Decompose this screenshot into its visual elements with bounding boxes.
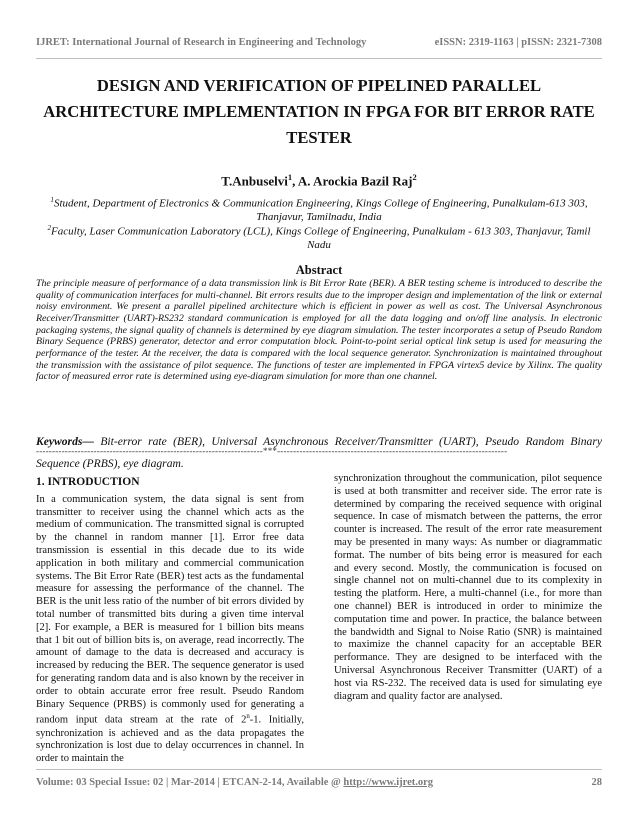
author-2-sup: 2 (412, 172, 417, 182)
footer-info (36, 777, 433, 788)
title-line-1: DESIGN AND VERIFICATION OF PIPELINED PARALLEL (96, 76, 542, 95)
footer-volume: Volume: 03 Special Issue: 02 | Mar-2014 | ETCAN-2-14, Available @ (36, 777, 344, 788)
affiliation-1-sup: 1 (50, 196, 54, 204)
journal-link[interactable]: http://www.ijret.org (343, 777, 434, 788)
author-separator: , (292, 173, 298, 189)
abstract-heading: Abstract (295, 263, 343, 277)
running-header (36, 37, 602, 48)
intro-paragraph-right: synchronization throughout the communication, pilot sequence is used at both transmitter and receiver side. The error rate is determined by comparing the received sequence with original sequence. In case of mismatch between the patterns, the error counter is increased. The result of the error rate measurement may be presented in many ways: As number or diagrammatic format. The number of bits being error is measured for each and every second. Mostly, the communication is focused on single channel not on multi-channel due to its complexity in testing the platform. Here, a multi-channel (i.e., for more than one channel) BER is introduced in order to minimize the computation time and power. In practice, the balance between the bandwidth and Signal to Noise Ratio (SNR) is maintained to maximize the channel capacity for an acceptable BER performance. They are designed to be interfaced with the Universal Asynchronous Receiver Transmitter (UART) of a host via RS-232. The received data is used for simulating eye diagram and quality factor are analysed. (334, 473, 602, 702)
section-heading-introduction: 1. INTRODUCTION (36, 476, 140, 488)
header-rule (36, 58, 602, 59)
intro-paragraph-left (36, 494, 304, 766)
affiliation-1-text: Student, Department of Electronics & Communication Engineering, Kings College of Engineering, Punalkulam-613 303, Thanjavur, Tamilnadu, India (53, 197, 588, 224)
left-column (36, 476, 304, 766)
intro-text-b: -1. Initially, synchronization is achieved and as the data propagates the synchronization is lost due to delay occurrences in channel. In order to maintain the (36, 714, 304, 765)
affiliation-2-text: Faculty, Laser Communication Laboratory (LCL), Kings College of Engineering, Punalkulam - 613 303, Thanjavur, Tamil Nadu (51, 225, 591, 252)
issn: eISSN: 2319-1163 | pISSN: 2321-7308 (434, 37, 602, 48)
journal-name: IJRET: International Journal of Research in Engineering and Technology (36, 37, 367, 48)
running-footer (36, 777, 602, 788)
paper-title (30, 73, 608, 151)
authors (36, 172, 602, 189)
author-2: A. Arockia Bazil Raj (297, 173, 413, 189)
page-number: 28 (591, 777, 602, 788)
intro-exponent: n (246, 713, 250, 721)
abstract-body: The principle measure of performance of a data transmission link is Bit Error Rate (BER). A BER testing scheme is introduced to describe the quality of communication interfaces for multi-channel. Bit errors results due to the improper design and implementation of the link or external noisy environment. We present a parallel pipelined architecture which is efficient in power as well as cost. The Universal Asynchronous Receiver/Transmitter (UART)-RS232 standard communication is employed for all the data logging and on/off line analysis. In electronic packaging systems, the signal quality of channels is determined by eye diagram simulation. The tester incorporates a setup of Pseudo Random Binary Sequence (PRBS) generator, detector and error computation block. Point-to-point serial optical link setup is used for measuring the performance of the tester. At the receiver, the data is compared with the local sequence generator. Synchronization is maintained throughout the transmission with the assistance of pilot sequence. The functions of tester are implemented in FPGA virtex5 device by Xilinx. The quality factor of measured error rate is determined using eye-diagram simulation for more than one channel. (36, 278, 602, 383)
keywords-text: Bit-error rate (BER), Universal Asynchronous Receiver/Transmitter (UART), Pseudo Random Binary Sequence (PRBS), eye diagram. (36, 435, 602, 470)
author-1-sup: 1 (287, 172, 293, 182)
intro-text-a: In a communication system, the data signal is sent from transmitter to receiver using the channel which acts as the medium of communication. The transmitted signal is corrupted by the channel in random manner [1]. Error free data transmission is essential in this decade due to its wide application in both military and commercial communication systems. The Bit Error Rate (BER) test acts as the fundamental measure for assessing the performance of the channel. The BER is the unit less ratio of the number of bit errors divided by total number of transmitted bits during a given time interval [2]. For example, a BER is measured for 1 billion bits means that 1 bit out of billion bits is, on average, read incorrectly. The amount of damage to the data is decreased and accuracy is increased by reducing the BER. The sequence generator is used for generating random data and is also known by the receiver in order to obtain accurate error free result. Pseudo Random Binary Sequence (PRBS) is commonly used for generating a random input data stream at the rate of 2 (36, 493, 304, 726)
affiliation-2 (36, 222, 602, 253)
affiliation-1 (36, 194, 602, 225)
section-separator: -----------------------------------------------------------------------***------------------------------------------------------------------------ (36, 446, 508, 456)
author-1: T.Anbuselvi (221, 173, 288, 189)
title-line-3: TESTER (286, 128, 352, 147)
title-line-2: ARCHITECTURE IMPLEMENTATION IN FPGA FOR BIT ERROR RATE (43, 102, 595, 121)
right-column (334, 473, 602, 703)
keywords-label: Keywords— (36, 435, 94, 448)
affiliation-2-sup: 2 (47, 224, 52, 232)
footer-rule (36, 769, 602, 770)
